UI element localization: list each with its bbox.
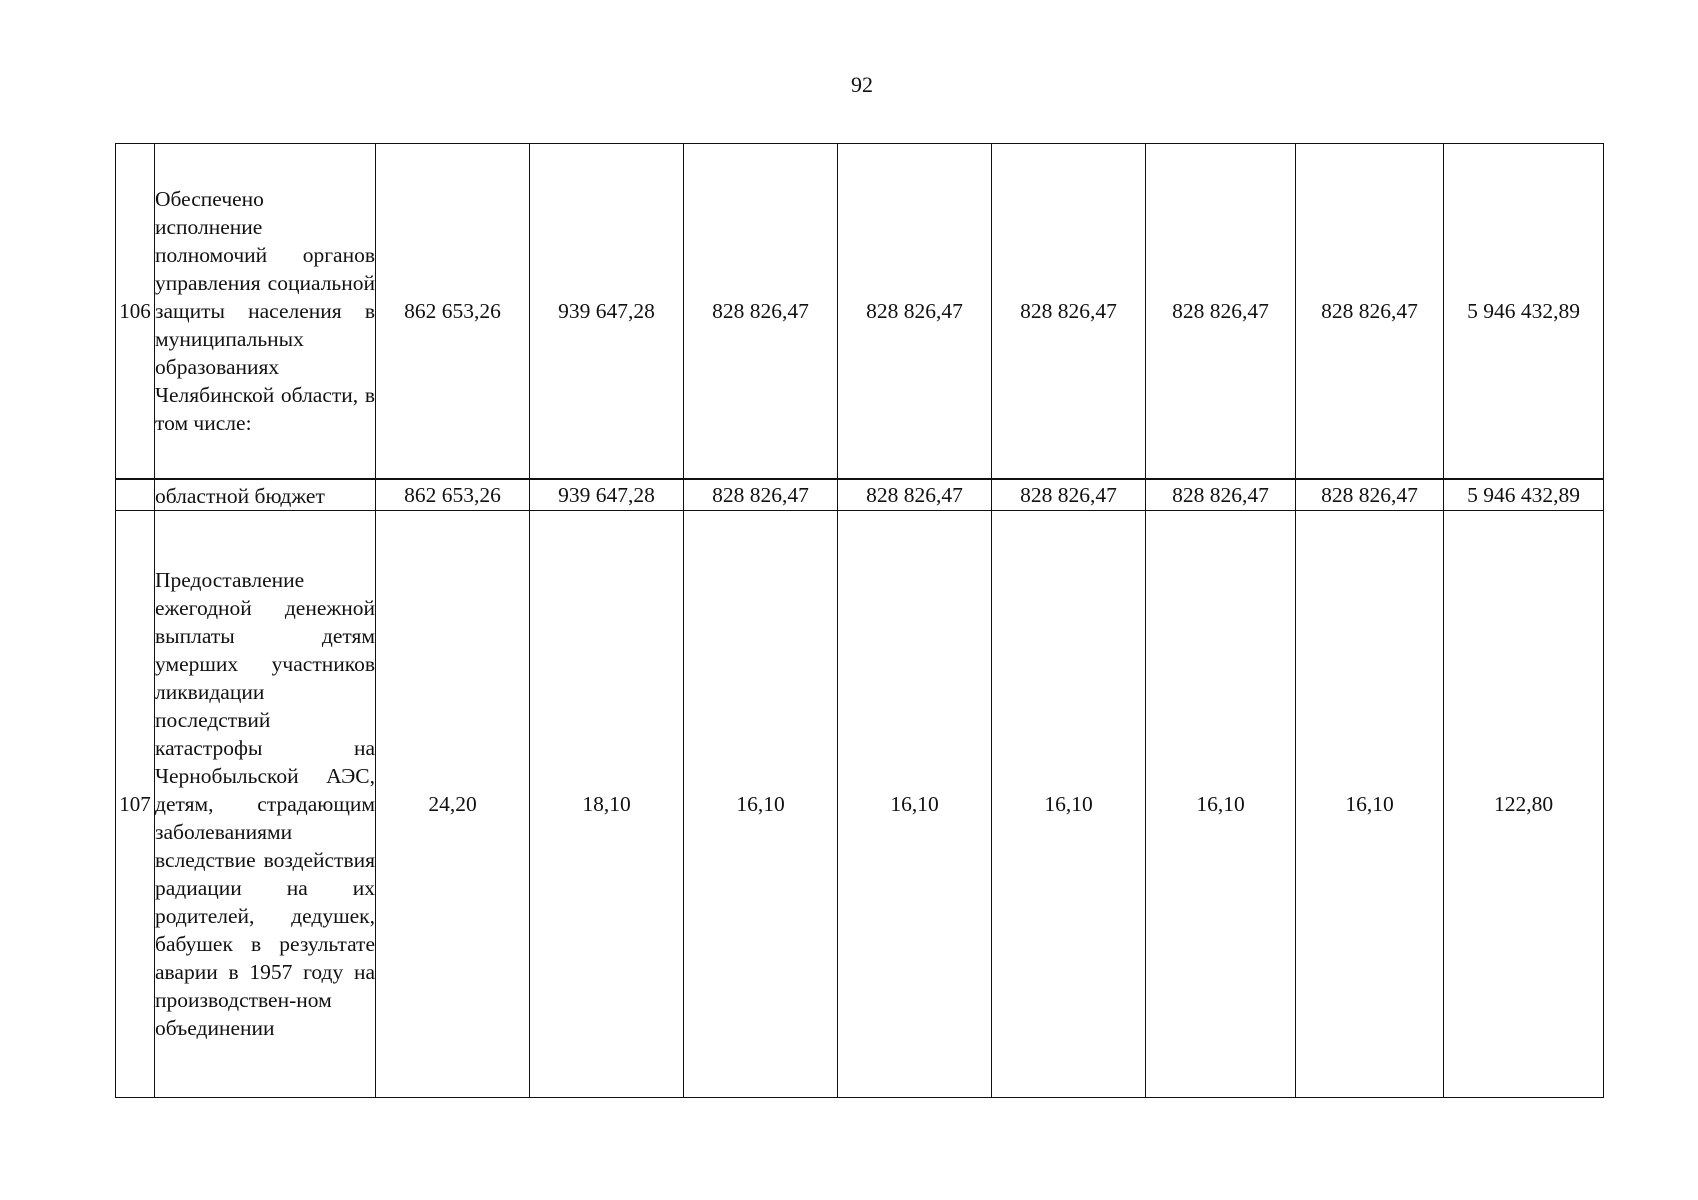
value-cell: 828 826,47 [1296,479,1444,511]
table-row [116,511,1604,1098]
row-number: 107 [116,511,155,1098]
value-cell: 862 653,26 [376,144,530,480]
budget-table [115,143,1604,1098]
value-cell: 828 826,47 [684,479,838,511]
value-cell: 16,10 [684,511,838,1098]
value-cell: 16,10 [838,511,992,1098]
table-row [116,479,1604,511]
value-cell: 24,20 [376,511,530,1098]
row-label: Предоставление ежегодной денежной выплаты детям умерших участников ликвидации последствий катастрофы на Чернобыльской АЭС, детям, страдающим заболеваниями вследствие воздействия радиации на их родителей, дедушек, бабушек в результате аварии в 1957 году на производствен-ном объединении [155,511,376,1098]
value-cell: 18,10 [530,511,684,1098]
value-cell: 16,10 [1296,511,1444,1098]
total-cell: 122,80 [1444,511,1604,1098]
value-cell: 828 826,47 [838,479,992,511]
page-number: 92 [851,72,873,97]
table-row [116,144,1604,480]
total-cell: 5 946 432,89 [1444,479,1604,511]
value-cell: 828 826,47 [992,479,1146,511]
value-cell: 828 826,47 [1146,144,1296,480]
value-cell: 16,10 [992,511,1146,1098]
value-cell: 939 647,28 [530,479,684,511]
value-cell: 828 826,47 [838,144,992,480]
value-cell: 828 826,47 [684,144,838,480]
value-cell: 16,10 [1146,511,1296,1098]
value-cell: 862 653,26 [376,479,530,511]
value-cell: 828 826,47 [992,144,1146,480]
row-label: областной бюджет [155,479,376,511]
row-number [116,479,155,511]
row-number: 106 [116,144,155,480]
row-label: Обеспечено исполнение полномочий органов управления социальной защиты населения в муниципальных образованиях Челябинской области, в том числе: [155,144,376,480]
value-cell: 828 826,47 [1296,144,1444,480]
value-cell: 828 826,47 [1146,479,1296,511]
value-cell: 939 647,28 [530,144,684,480]
total-cell: 5 946 432,89 [1444,144,1604,480]
